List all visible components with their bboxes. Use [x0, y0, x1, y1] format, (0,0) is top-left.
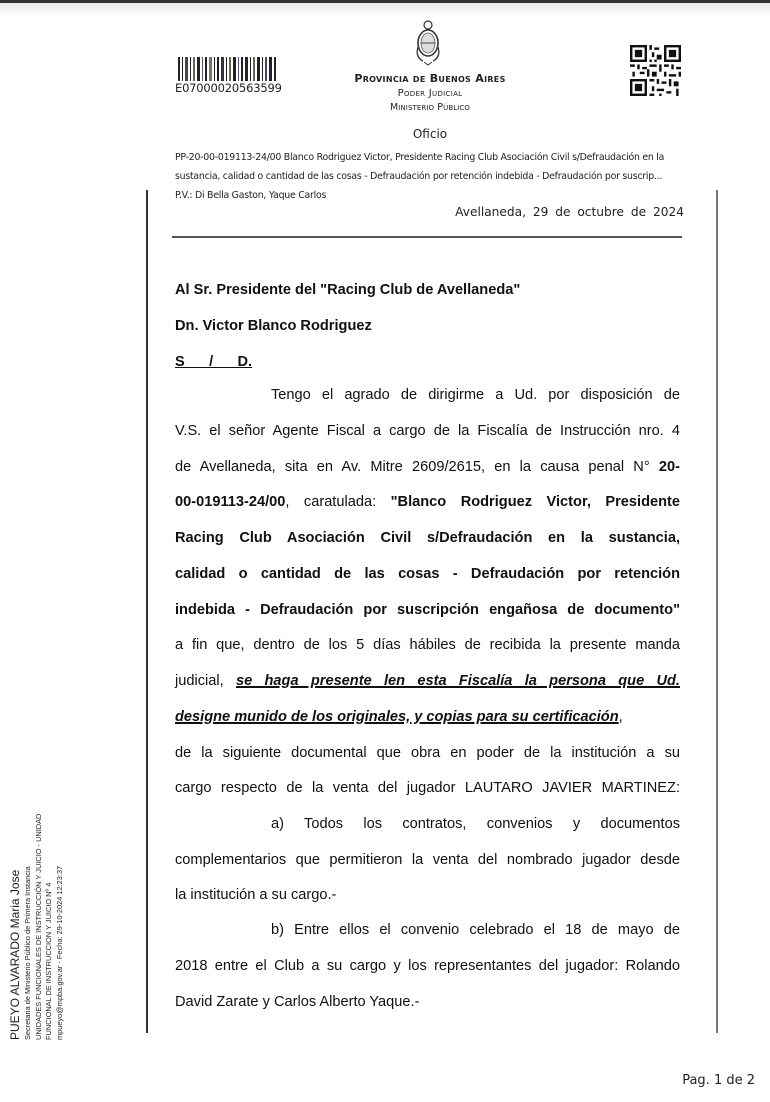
text-span: , caratulada: [285, 494, 391, 510]
paragraph-line: a fin que, dentro de los 5 días hábiles de recibida la presente manda [175, 637, 680, 653]
addressee-name: Dn. Victor Blanco Rodriguez [175, 318, 372, 334]
barcode-image [178, 57, 278, 81]
signer-name: PUEYO ALVARADO Maria Jose [8, 869, 22, 1040]
signer-unit: FUNCIONAL DE INSTRUCCION Y JUICIO Nº 4 [44, 882, 53, 1040]
paragraph-line: Tengo el agrado de dirigirme a Ud. por disposición de [271, 387, 680, 403]
list-item-b-cont: 2018 entre el Club a su cargo y los representantes del jugador: Rolando [175, 958, 680, 974]
text-span: , [618, 709, 623, 725]
case-caption-line: PP-20-00-019113-24/00 Blanco Rodriguez Victor, Presidente Racing Club Asociación Civil s/Defraudación en la [175, 152, 665, 163]
qr-code-image [630, 45, 681, 96]
emphasis-span: designe munido de los originales, y copias para su certificación [175, 709, 619, 725]
header-divider [172, 236, 682, 238]
header-branch: Poder Judicial [397, 88, 463, 99]
viewer-top-shadow [0, 3, 770, 17]
list-item-a: a) Todos los contratos, convenios y documentos [271, 816, 680, 832]
list-item-b-cont: David Zarate y Carlos Alberto Yaque.- [175, 994, 420, 1010]
addressee-line: Al Sr. Presidente del "Racing Club de Avellaneda" [175, 282, 521, 298]
barcode-number: E07000020563599 [175, 81, 282, 95]
case-title: "Blanco Rodriguez Victor, Presidente [390, 494, 680, 510]
list-item-b: b) Entre ellos el convenio celebrado el 18 de mayo de [271, 922, 680, 938]
signer-role: Secretaria de Ministerio Público de Primera Instancia [23, 866, 32, 1040]
paragraph-line [175, 709, 680, 725]
case-number-start: 20- [658, 459, 680, 475]
text-span: de Avellaneda, sita en Av. Mitre 2609/2615, en la causa penal N° [175, 459, 650, 475]
paragraph-line: V.S. el señor Agente Fiscal a cargo de la Fiscalía de Instrucción nro. 4 [175, 423, 680, 439]
coat-of-arms-seal [413, 17, 443, 67]
paragraph-line [175, 494, 680, 510]
text-span: judicial, [175, 673, 236, 689]
list-item-a-cont: la institución a su cargo.- [175, 887, 337, 903]
paragraph-line: cargo respecto de la venta del jugador LAUTARO JAVIER MARTINEZ: [175, 780, 680, 796]
paragraph-line [175, 673, 680, 689]
left-margin-line [146, 190, 148, 1033]
case-parties-line: P.V.: Di Bella Gaston, Yaque Carlos [175, 190, 327, 201]
case-caption-line: sustancia, calidad o cantidad de las cosas - Defraudación por retención indebida - Defraudación por suscrip... [175, 171, 663, 182]
header-ministry: Ministerio Público [390, 102, 470, 113]
document-date: Avellaneda, 29 de octubre de 2024 [455, 205, 684, 219]
list-item-a-cont: complementarios que permitieron la venta del nombrado jugador desde [175, 852, 680, 868]
header-province: Provincia de Buenos Aires [354, 72, 506, 85]
paragraph-line: calidad o cantidad de las cosas - Defraudación por retención [175, 566, 680, 582]
paragraph-line [175, 459, 680, 475]
document-type: Oficio [412, 127, 448, 141]
paragraph-line: Racing Club Asociación Civil s/Defraudación en la sustancia, [175, 530, 680, 546]
signer-email-date: mpueyo@mpba.gov.ar - Fecha: 29-10-2024 12:23:37 [54, 865, 64, 1040]
paragraph-line: de la siguiente documental que obra en poder de la institución a su [175, 745, 680, 761]
salutation-sd: S___/___D. [175, 354, 253, 370]
emphasis-span: se haga presente len esta Fiscalía la persona que Ud. [235, 673, 680, 689]
digital-signature-block [8, 740, 65, 1040]
page-number: Pag. 1 de 2 [682, 1073, 755, 1088]
paragraph-line: indebida - Defraudación por suscripción engañosa de documento" [175, 602, 680, 618]
signer-unit: UNIDADES FUNCIONALES DE INSTRUCCIÓN Y JUICIO - UNIDAD [33, 813, 43, 1040]
case-number-end: 00-019113-24/00 [175, 494, 286, 510]
right-margin-line [716, 190, 718, 1033]
